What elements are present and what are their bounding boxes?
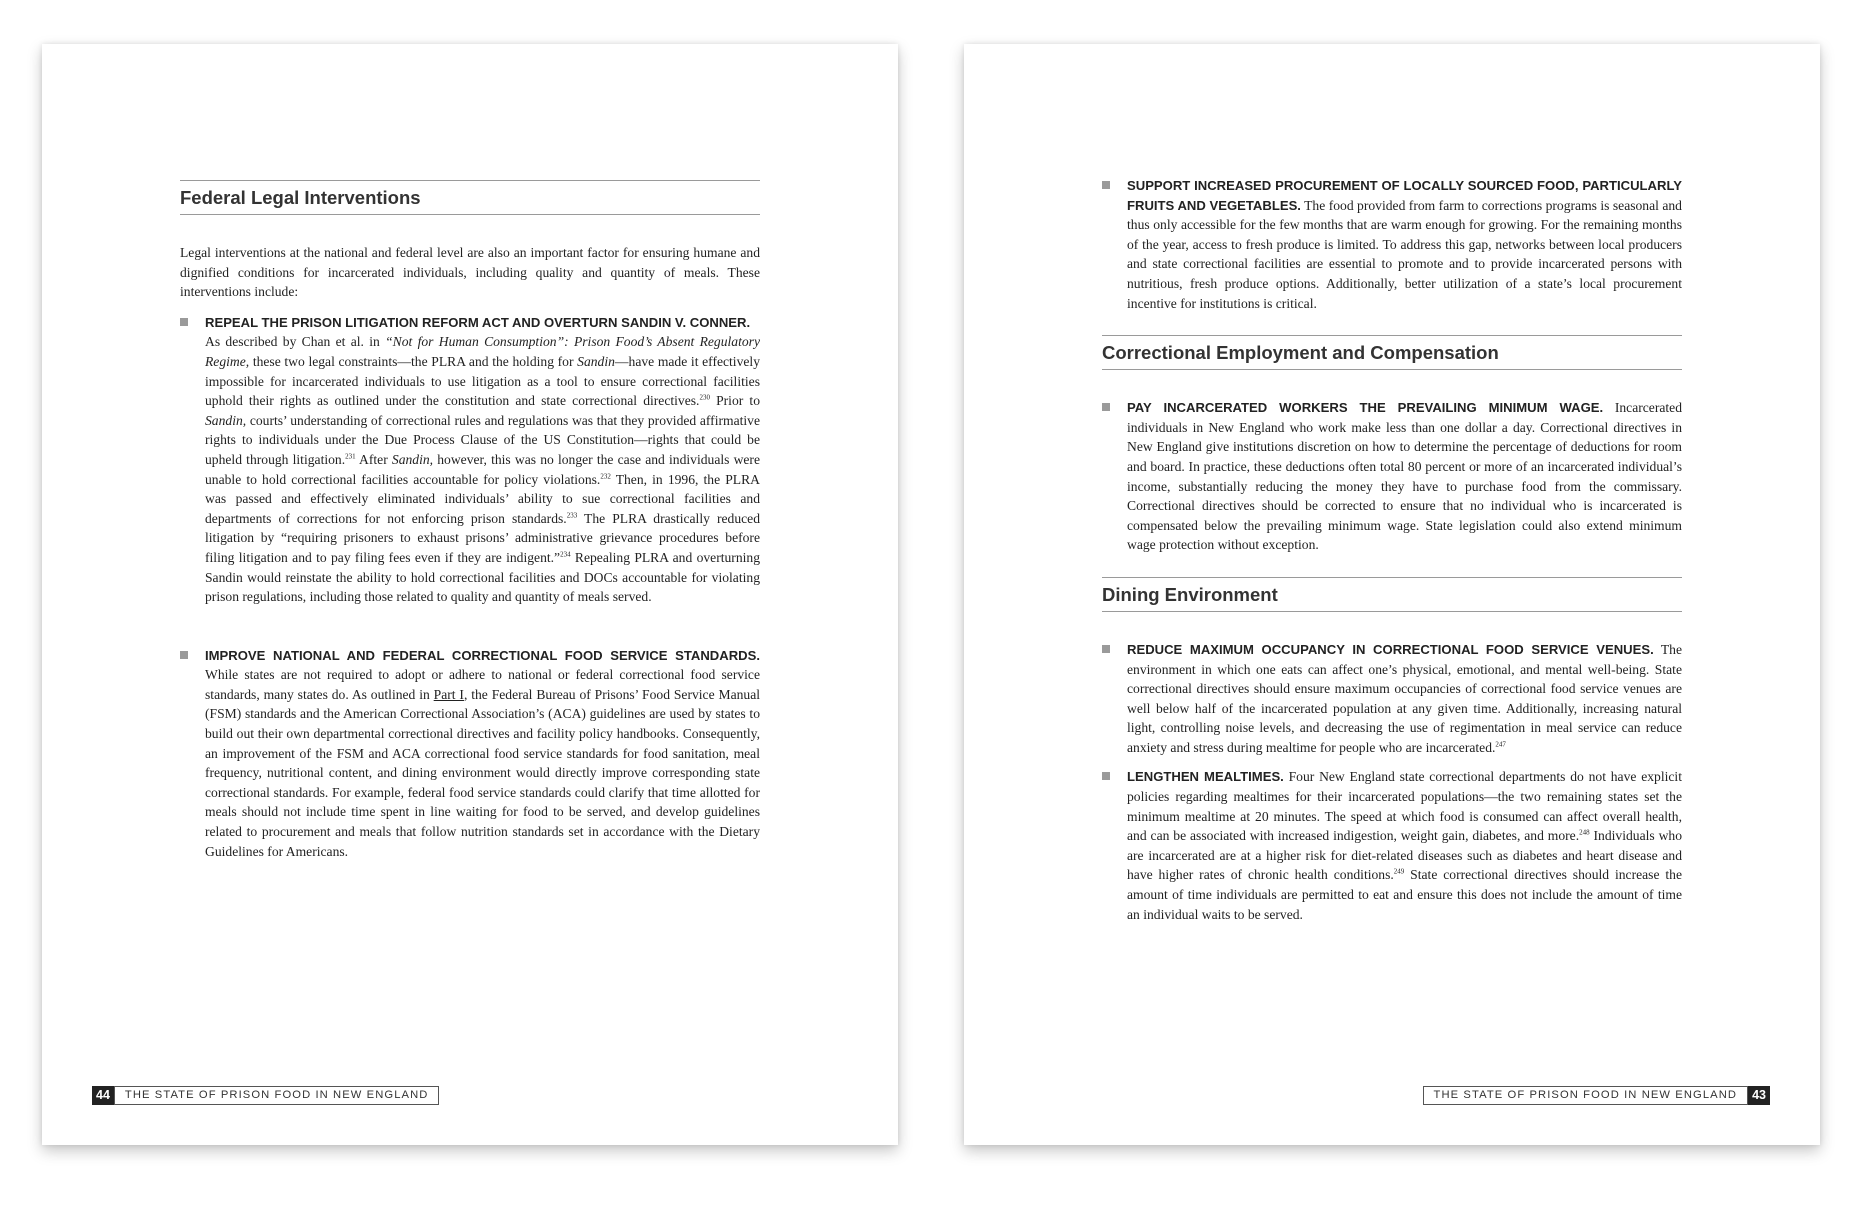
bullet-repeal-plra	[180, 313, 760, 607]
bullet-lead: IMPROVE NATIONAL AND FEDERAL CORRECTIONAL FOOD SERVICE STANDARDS.	[205, 647, 760, 663]
bullet-text: —have made it effectively impossible for incarcerated individuals to use litigation as a tool to ensure correctional facilities uphold their rights as outlined under the constitution and state correctional directives.	[205, 353, 760, 409]
footnote-ref: 233	[566, 511, 578, 520]
right-column	[1102, 176, 1682, 934]
footnote-ref: 234	[560, 550, 571, 559]
bullet-text: Four New England state correctional departments do not have explicit policies regarding mealtimes for their incarcerated populations—the two remaining states set the minimum mealtime at 20 minutes. The speed at which food is consumed can affect overall health, and can be associated with increased indigestion, weight gain, diabetes, and more.	[1127, 769, 1682, 844]
bullet-text: Individuals who are incarcerated are at a higher risk for diet-related diseases such as diabetes and heart disease and have higher rates of chronic health conditions.	[1127, 828, 1682, 883]
italic-case: Sandin,	[205, 412, 247, 428]
bullet-lead: PAY INCARCERATED WORKERS THE PREVAILING MINIMUM WAGE.	[1127, 400, 1604, 416]
bullet-lead: SUPPORT INCREASED PROCUREMENT OF LOCALLY SOURCED FOOD, PARTICULARLY FRUITS AND VEGETABLES.	[1127, 178, 1682, 213]
bullet-text: As described by Chan et al. in	[205, 334, 386, 350]
bullet-max-occupancy	[1102, 640, 1682, 758]
italic-case: Sandin,	[391, 451, 434, 467]
bullet-text: Prior to	[709, 393, 760, 409]
left-column	[180, 180, 760, 871]
section-title-federal-legal: Federal Legal Interventions	[180, 180, 760, 215]
bullet-local-procurement	[1102, 176, 1682, 313]
bullet-text: Incarcerated individuals in New England who work make less than one dollar a day. Correctional directives in New England give institutions discretion on how to determine the percentage of deductions for room and board. In practice, these deductions often total 80 percent or more of an incarcerated individual’s income, substantially reducing the money they have to purchase food from the commissary. Correctional directives should be corrected to ensure that no individual who is incarcerated is compensated below the prevailing minimum wage. State legislation could also extend minimum wage protection without exception.	[1127, 400, 1682, 553]
bullet-improve-standards	[180, 646, 760, 862]
bullet-square-icon	[1102, 181, 1110, 189]
bullet-text: After	[355, 451, 392, 467]
footnote-ref: 248	[1579, 828, 1590, 837]
bullet-square-icon	[180, 651, 188, 659]
bullet-text: The PLRA drastically reduced litigation by “requiring prisoners to exhaust prisons’ administrative grievance procedures before filing litigation and to pay filing fees even if they are indigent.”	[205, 510, 760, 565]
page-number: 43	[1748, 1086, 1770, 1105]
section-title-employment: Correctional Employment and Compensation	[1102, 335, 1682, 370]
bullet-square-icon	[1102, 645, 1110, 653]
bullet-lead: REPEAL THE PRISON LITIGATION REFORM ACT AND OVERTURN SANDIN V. CONNER.	[205, 314, 751, 330]
footnote-ref: 231	[345, 452, 356, 461]
bullet-minimum-wage	[1102, 398, 1682, 555]
footnote-ref: 247	[1495, 740, 1506, 749]
bullet-text: courts’ understanding of correctional rules and regulations was that they provided affirmative rights to individuals under the Due Process Clause of the US Constitution—rights that could be upheld through litigation.	[205, 412, 760, 467]
bullet-lead: REDUCE MAXIMUM OCCUPANCY IN CORRECTIONAL FOOD SERVICE VENUES.	[1127, 641, 1654, 657]
italic-case: Sandin	[577, 353, 615, 369]
bullet-text: Then, in 1996, the PLRA was passed and effectively eliminated individuals’ ability to sue correctional facilities and departments of corrections for not enforcing prison standards.	[205, 471, 760, 526]
part-i-link[interactable]: Part I	[433, 686, 464, 702]
bullet-text: While states are not required to adopt or adhere to national or federal correctional food service standards, many states do. As outlined in	[205, 667, 760, 702]
bullet-lead: LENGTHEN MEALTIMES.	[1127, 769, 1284, 785]
bullet-text: these two legal constraints—the PLRA and the holding for	[249, 353, 578, 369]
footnote-ref: 232	[600, 472, 611, 480]
bullet-text: Repealing PLRA and overturning Sandin would reinstate the ability to hold correctional facilities and DOCs accountable for violating prison regulations, including those related to quality and quantity of meals served.	[205, 549, 760, 605]
right-footer	[1423, 1086, 1770, 1105]
running-title: THE STATE OF PRISON FOOD IN NEW ENGLAND	[1423, 1086, 1749, 1105]
bullet-text: The food provided from farm to corrections programs is seasonal and thus only accessible for the few months that are warm enough for growing. For the remaining months of the year, access to fresh produce is limited. To address this gap, networks between local producers and state correctional facilities are essential to promote and to provide incarcerated persons with nutritious, fresh produce options. Additionally, better utilization of a state’s local procurement incentive for institutions is critical.	[1127, 197, 1682, 311]
left-footer	[92, 1086, 439, 1105]
running-title: THE STATE OF PRISON FOOD IN NEW ENGLAND	[114, 1086, 440, 1105]
footnote-ref: 230	[699, 393, 710, 402]
intro-paragraph: Legal interventions at the national and federal level are also an important factor for ensuring humane and dignified conditions for incarcerated individuals, including quality and quantity of meals. These interventions include:	[180, 245, 760, 300]
bullet-text: , the Federal Bureau of Prisons’ Food Service Manual (FSM) standards and the American Correctional Association’s (ACA) guidelines are used by states to build out their own departmental correctional directives and facility policy handbooks. Consequently, an improvement of the FSM and ACA correctional food service standards for food sanitation, meal frequency, nutritional content, and dining environment would directly improve corresponding state correctional standards. For example, federal food service standards could clarify that time allotted for meals should not include time spent in line waiting for food to be served, and develop guidelines related to procurement and meals that follow nutrition standards set in accordance with the Dietary Guidelines for Americans.	[205, 686, 761, 859]
right-page	[964, 44, 1820, 1145]
section-title-dining: Dining Environment	[1102, 577, 1682, 612]
bullet-square-icon	[180, 318, 188, 326]
bullet-text: The environment in which one eats can affect one’s physical, emotional, and mental well-being. State correctional directives should ensure maximum occupancies of correctional food service venues are well below half of the incarcerated population at any given time. Additionally, increasing natural light, controlling noise levels, and decreasing the use of regimentation in meal service can reduce anxiety and stress during mealtime for people who are incarcerated.	[1127, 641, 1682, 755]
left-page	[42, 44, 898, 1145]
bullet-square-icon	[1102, 403, 1110, 411]
bullet-text: however, this was no longer the case and individuals were unable to hold correctional facilities accountable for policy violations.	[205, 451, 760, 487]
bullet-lengthen-mealtimes	[1102, 767, 1682, 924]
bullet-text: State correctional directives should increase the amount of time individuals are permitted to eat and ensure this does not include the amount of time an individual waits to be served.	[1127, 867, 1682, 922]
bullet-square-icon	[1102, 772, 1110, 780]
footnote-ref: 249	[1393, 867, 1405, 876]
italic-title: “Not for Human Consumption”: Prison Food’s Absent Regulatory Regime,	[205, 334, 760, 369]
page-number: 44	[92, 1086, 114, 1105]
